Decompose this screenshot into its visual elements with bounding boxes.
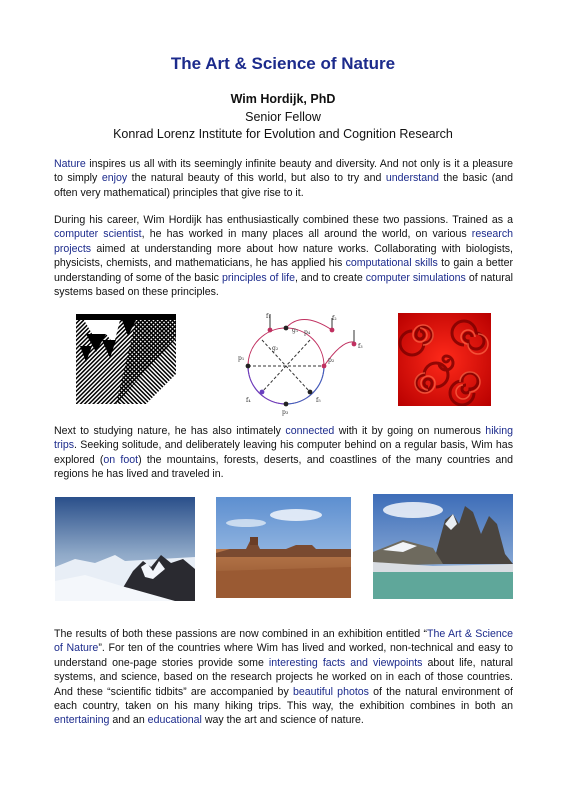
- highlighted-phrase: hiking trips: [54, 425, 513, 452]
- intro-paragraph: [54, 157, 513, 200]
- text-segment: Next to studying nature, he has also intimately: [54, 425, 286, 437]
- author-institute: Konrad Lorenz Institute for Evolution and Cognition Research: [113, 127, 453, 141]
- text-segment: ) the mountains, forests, deserts, and coastlines of the many countries and regions he has lived and traveled in.: [54, 453, 514, 481]
- text-segment: During his career, Wim Hordijk has enthusiastically combined these two passions. Trained as a: [54, 214, 513, 226]
- highlighted-phrase: beautiful photos: [292, 685, 369, 698]
- text-segment: inspires us all with its seemingly infinite beauty and diversity. And not only is it a pleasure to simply: [54, 158, 513, 185]
- red-spiral-pattern-image: [398, 313, 491, 406]
- diagram-label-p4: p₄: [304, 329, 311, 336]
- text-segment: . Seeking solitude, and deliberately leaving his computer behind on a regular basis, Wim has explored (: [54, 439, 513, 466]
- text-segment: The results of both these passions are now combined in an exhibition entitled “: [54, 628, 428, 640]
- diagram-label-p2: p₂: [328, 357, 335, 364]
- text-segment: of the natural environment of each country, taken on his many hiking trips. This way, the exhibition combines in both an: [54, 685, 513, 713]
- diagram-label-f5: f₅: [316, 397, 321, 404]
- text-segment: ”. For ten of the countries where Wim has lived and worked, non-technical and easy to understand one-page stories provide some: [54, 642, 514, 669]
- diagram-label-f1: f₁: [266, 313, 271, 320]
- highlighted-phrase: enjoy: [101, 172, 128, 185]
- highlighted-phrase: entertaining: [54, 714, 110, 727]
- highlighted-phrase: understand: [385, 172, 439, 185]
- highlighted-phrase: computational skills: [345, 257, 438, 270]
- diagram-label-p3: p₃: [282, 409, 289, 416]
- diagram-label-p1: p₁: [238, 355, 245, 362]
- page-title: The Art & Science of Nature: [170, 54, 396, 73]
- diagram-label-f3: f₃: [358, 343, 363, 350]
- text-segment: the basic (and often very mathematical) principles that give rise to it.: [54, 172, 513, 199]
- text-segment: to gain a better understanding of some of the basic: [54, 257, 513, 284]
- highlighted-phrase: computer scientist: [54, 228, 142, 241]
- highlighted-phrase: educational: [147, 714, 202, 727]
- highlighted-phrase: interesting facts and viewpoints: [268, 656, 423, 669]
- career-paragraph: [54, 213, 513, 299]
- text-segment: the natural beauty of this world, but also to try and: [127, 172, 386, 185]
- diagram-label-g1: g₁: [292, 327, 299, 334]
- text-segment: with it by going on numerous: [334, 425, 486, 437]
- author-name: Wim Hordijk, PhD: [230, 92, 336, 106]
- diagram-label-f4: f₄: [246, 397, 251, 404]
- exhibition-paragraph: [54, 627, 513, 728]
- cellular-automaton-image: [76, 314, 176, 408]
- text-segment: aimed at understanding more about how nature works. Collaborating with biologists, physicists, chemists, and mathematicians, he has applied his: [54, 242, 513, 270]
- text-segment: of natural systems based on these principles.: [54, 271, 514, 299]
- highlighted-phrase: Nature: [54, 158, 86, 170]
- text-segment: , he has worked in many places all around the world, on various: [141, 228, 472, 241]
- reaction-network-diagram: [232, 310, 374, 416]
- desert-mesa-photo: [216, 497, 351, 598]
- highlighted-phrase: principles of life: [221, 271, 295, 284]
- text-segment: about life, natural systems, and science, based on the research projects he worked on in each of those countries. And these “scientific tidbits” are accompanied by: [54, 656, 513, 698]
- text-segment: and an: [109, 714, 148, 727]
- text-segment: way the art and science of nature.: [201, 714, 364, 727]
- mountain-lake-photo: [373, 494, 513, 599]
- diagram-label-f2: f₂: [332, 315, 337, 322]
- highlighted-phrase: research projects: [54, 228, 514, 255]
- snowy-mountains-photo: [55, 497, 195, 601]
- text-segment: , and to create: [295, 271, 366, 284]
- diagram-label-g2: g₂: [272, 345, 279, 352]
- highlighted-phrase: on foot: [103, 453, 139, 466]
- hiking-paragraph: [54, 424, 513, 482]
- highlighted-phrase: connected: [285, 425, 335, 437]
- highlighted-phrase: The Art & Science of Nature: [54, 628, 513, 655]
- author-role: Senior Fellow: [245, 110, 321, 124]
- highlighted-phrase: computer simulations: [365, 271, 466, 284]
